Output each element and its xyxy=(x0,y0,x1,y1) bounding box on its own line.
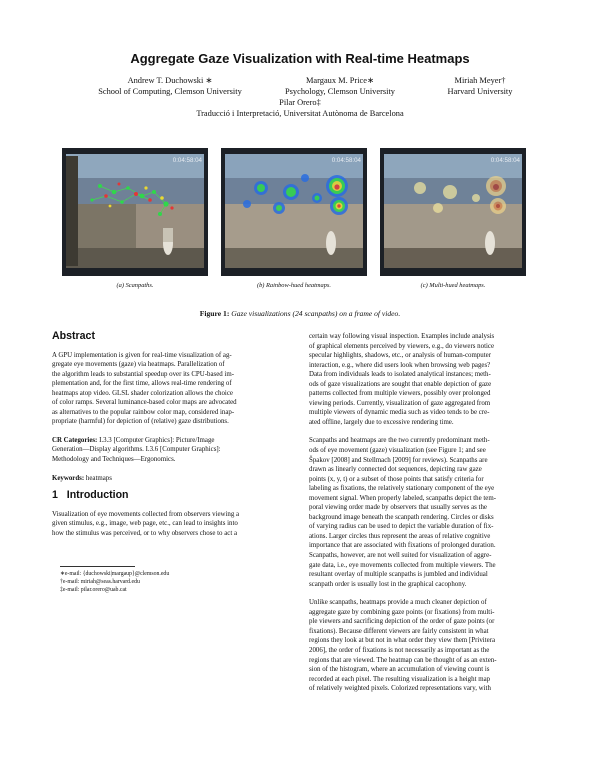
text-line: Špakov [2008] and Stellmach [2009] for reviews). Scanpaths are xyxy=(309,456,488,464)
author-block-2 xyxy=(275,75,405,97)
figure-panel-scanpaths xyxy=(62,148,208,276)
footnote-1: ∗e-mail: {duchowski|margaup}@clemson.edu xyxy=(60,571,170,577)
text-line: Generation—Display algorithms. I.3.6 [Computer Graphics]: xyxy=(52,446,221,454)
paper-title: Aggregate Gaze Visualization with Real-time Heatmaps xyxy=(130,51,470,66)
text-line: propriate (harmful) for depiction of (relative) gaze distributions. xyxy=(52,418,229,426)
text-line: movement signal. When properly labeled, scanpaths depict the tem- xyxy=(309,494,497,502)
text-line: ods of gaze visualizations are sought that enable depiction of gaze xyxy=(309,380,492,388)
text-line: interaction, e.g., where did users look when browsing web pages? xyxy=(309,361,491,369)
intro-heading xyxy=(52,491,293,501)
text-line: 2006], the order of fixations is not necessarily as important as the xyxy=(309,646,490,654)
paragraph-3 xyxy=(309,598,550,693)
text-line: how the stimulus was perceived, or to why observers chose to act a xyxy=(52,529,238,537)
text-line: gregate eye movements (gaze) via heatmaps. Parallelization of xyxy=(52,361,225,369)
footnotes xyxy=(60,570,300,594)
footnote-3: ‡e-mail: pilar.orero@uab.cat xyxy=(60,587,127,593)
text-line: Scanpaths, however, are not well suited for visualization of aggre- xyxy=(309,552,492,560)
text-line: drawn as linearly connected dot sequences, depicting raw gaze xyxy=(309,466,482,474)
text-line: Data from individuals leads to isolated analytical instances; meth- xyxy=(309,371,491,379)
author-name: Miriah Meyer† xyxy=(454,76,506,85)
abstract-heading: Abstract xyxy=(52,330,95,342)
text-line: poral viewing order made by observers that usually serves as the xyxy=(309,504,487,512)
text-line: Methodology and Techniques—Ergonomics. xyxy=(52,456,176,464)
author-block-4 xyxy=(100,97,500,119)
video-frame-multihued xyxy=(380,148,526,276)
figure-panel-multihued xyxy=(380,148,526,276)
text-line: viewing periods. Currently, visualization of gaze aggregated from xyxy=(309,399,491,407)
text-line: resultant overlay of multiple scanpaths is jumbled and individual xyxy=(309,571,488,579)
text-line: Unlike scanpaths, heatmaps provide a much cleaner depiction of xyxy=(309,599,487,607)
author-block-1 xyxy=(90,75,250,97)
right-column xyxy=(309,332,550,694)
text-line: I.3.3 [Computer Graphics]: Picture/Image xyxy=(99,436,215,444)
text-line: plementation and, for the first time, allows real-time rendering of xyxy=(52,380,232,388)
subcaption-b: (b) Rainbow-hued heatmaps. xyxy=(256,282,331,289)
text-line: recorded at each pixel. The resulting visualization is a height map xyxy=(309,675,491,683)
figure-panel-rainbow xyxy=(221,148,367,276)
text-line: ated offline, largely due to excessive rendering time. xyxy=(309,418,454,426)
text-line: aggregate gaze by combining gaze points (or fixations) from multi- xyxy=(309,608,495,616)
subcaption-a: (a) Scanpaths. xyxy=(116,282,154,289)
text-line: scanpath order is usually lost in the graphical cacophony. xyxy=(309,580,467,588)
text-line: as alternatives to the popular rainbow color map, considered inap- xyxy=(52,408,235,416)
text-line: points (x, y, t) or a subset of those points that satisfy criteria for xyxy=(309,475,484,483)
figure-caption-text: Gaze visualizations (24 scanpaths) on a frame of video. xyxy=(231,309,401,318)
author-affiliation: School of Computing, Clemson University xyxy=(98,87,242,96)
paragraph-2 xyxy=(309,436,550,589)
video-timestamp: 0:04:58:04 xyxy=(331,157,361,164)
text-line: sion of the histogram, where an accumulation of viewing count is xyxy=(309,666,490,674)
text-line: of relatively weighted pixels. Colorized representations vary, with xyxy=(309,685,491,693)
figure-caption-label: Figure 1: xyxy=(199,309,230,318)
text-line: the algorithm leads to substantial speedup over its CPU-based im- xyxy=(52,370,234,378)
section-number: 1 xyxy=(52,489,58,502)
footnote-rule xyxy=(60,566,135,567)
video-timestamp: 0:04:58:04 xyxy=(172,157,202,164)
author-affiliation: Traducció i Interpretació, Universitat Autònoma de Barcelona xyxy=(196,109,404,118)
author-block-3 xyxy=(420,75,540,97)
text-line: given stimulus, e.g., image, web page, etc., can lead to insights into xyxy=(52,520,238,528)
figure-caption xyxy=(0,309,600,318)
author-name: Margaux M. Price∗ xyxy=(305,76,375,85)
text-line: Scanpaths and heatmaps are the two currently predominant meth- xyxy=(309,437,490,445)
video-frame-scanpaths xyxy=(62,148,208,276)
text-line: gate data, i.e., eye movements collected from multiple viewers. The xyxy=(309,561,496,569)
keywords xyxy=(52,474,293,484)
text-line: ple viewers and sacrificing depiction of the order of gaze points (or xyxy=(309,618,495,626)
intro-body xyxy=(52,510,293,539)
text-line: of varying radius can be used to depict the variable duration of fix- xyxy=(309,523,494,531)
text-line: A GPU implementation is given for real-time visualization of ag- xyxy=(52,351,232,359)
text-line: regions that are viewed. The heatmap can be thought of as an exten- xyxy=(309,656,497,664)
text-line: of color ramps. Several luminance-based color maps are advocated xyxy=(52,399,237,407)
text-line: ods of eye movement (gaze) visualization (see Figure 1; and see xyxy=(309,447,486,455)
text-line: labeling as fixations, the relatively stationary component of the eye xyxy=(309,485,495,493)
author-affiliation: Harvard University xyxy=(447,87,513,96)
abstract-body xyxy=(52,351,293,427)
subcaption-c: (c) Multi-hued heatmaps. xyxy=(420,282,486,289)
text-line: certain way following visual inspection. Examples include analysis xyxy=(309,333,495,340)
video-timestamp: 0:04:58:04 xyxy=(490,157,520,164)
text-line: heatmaps atop video. GLSL shader colorization allows the choice xyxy=(52,389,233,397)
author-name: Pilar Orero‡ xyxy=(279,98,321,107)
cr-categories xyxy=(52,436,293,465)
cr-categories-label: CR Categories: xyxy=(52,436,98,444)
left-column xyxy=(52,332,293,538)
text-line: multiple viewers of dynamic media such as video tends to be cre- xyxy=(309,409,490,417)
paragraph-1 xyxy=(309,332,550,427)
keywords-label: Keywords: xyxy=(52,474,85,482)
text-line: of graphical elements perceived by viewers, e.g., do viewers notice xyxy=(309,342,495,350)
video-frame-rainbow xyxy=(221,148,367,276)
text-line: Visualization of eye movements collected from observers viewing a xyxy=(52,510,240,518)
text-line: specular highlights, shadows, etc., or analysis of human-computer xyxy=(309,352,491,360)
author-affiliation: Psychology, Clemson University xyxy=(285,87,395,96)
text-line: importance that are associated with fixations of prolonged duration. xyxy=(309,542,496,550)
keywords-value: heatmaps xyxy=(85,474,112,482)
text-line: regions they look at but not in what order they view them [Privitera xyxy=(309,637,496,645)
text-line: fixations). Because different viewers are fairly consistent in what xyxy=(309,627,489,635)
author-name: Andrew T. Duchowski ∗ xyxy=(127,76,213,85)
section-title: Introduction xyxy=(66,489,129,502)
text-line: ations. Larger circles thus represent the areas of relative cognitive xyxy=(309,532,491,540)
text-line: background image beneath the scanpath rendering. Circles or disks xyxy=(309,513,494,521)
footnote-2: †e-mail: miriah@seas.harvard.edu xyxy=(60,579,140,585)
text-line: patterns collected from multiple viewers, possibly over prolonged xyxy=(309,390,491,398)
